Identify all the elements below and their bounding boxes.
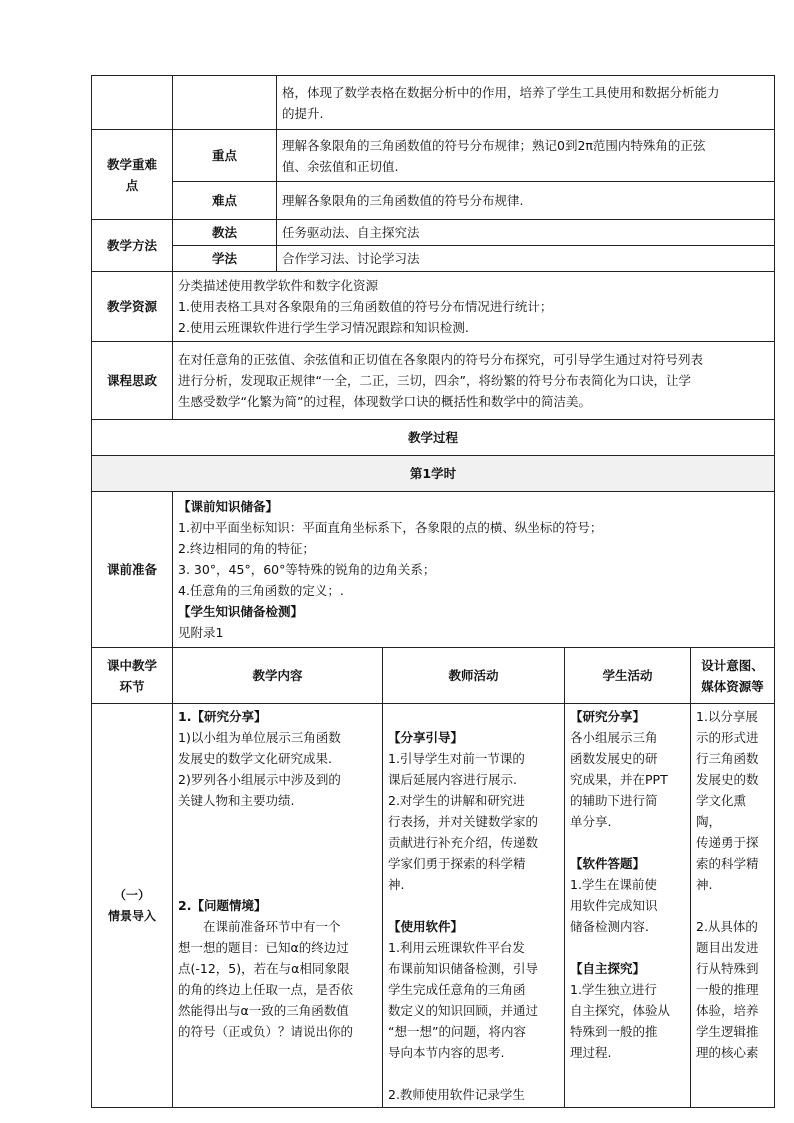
prep-label: 课前准备 <box>92 492 173 648</box>
difficult-point-text: 理解各象限角的三角函数值的符号分布规律. <box>277 182 775 220</box>
continued-empty-cell <box>92 76 173 130</box>
stage-one-label: （一） 情景导入 <box>92 704 173 1108</box>
process-title: 教学过程 <box>92 420 775 456</box>
stage-one-teacher: 【分享引导】 1.引导学生对前一节课的 课后延展内容进行展示. 2.对学生的讲解和研究进 行表扬，并对关键数学家的 贡献进行补充介绍，传递数 学家们勇于探索的科学精 神. 【使用软件】 1.利用云班课软件平台发 布课前知识储备检测，引导 学生完成任意角的三角函 数定义的知识回顾，并通过 “想一想”的问题，将内容 导向本节内容的思考. 2.教师使用软件记录学生 <box>383 704 565 1108</box>
header-stage: 课中教学 环节 <box>92 648 173 704</box>
key-point-text: 理解各象限角的三角函数值的符号分布规律；熟记0到2π范围内特殊角的正弦 值、余弦值和正切值. <box>277 130 775 182</box>
key-points-label: 教学重难 点 <box>92 130 173 220</box>
continued-text: 格，体现了数学表格在数据分析中的作用，培养了学生工具使用和数据分析能力 的提升. <box>277 76 775 130</box>
stage-one-design: 1.以分享展 示的形式进 行三角函数 发展史的数 学文化熏陶， 传递勇于探 索的科学精 神. 2.从具体的 题目出发进 行从特殊到 一般的推理 体验，培养 学生逻辑推 理的核心素 <box>691 704 775 1108</box>
period-title: 第1学时 <box>92 456 775 492</box>
learning-method-text: 合作学习法、讨论学习法 <box>277 246 775 272</box>
teaching-method-text: 任务驱动法、自主探究法 <box>277 220 775 246</box>
stage-one-student: 【研究分享】 各小组展示三角 函数发展史的研 究成果，并在PPT 的辅助下进行简 单分享. 【软件答题】 1.学生在课前使 用软件完成知识 储备检测内容. 【自主探究】 1.学生独立进行 自主探究，体验从 特殊到一般的推 理过程. <box>565 704 691 1108</box>
stage-one-content: 1.【研究分享】 1)以小组为单位展示三角函数 发展史的数学文化研究成果. 2)罗列各小组展示中涉及到的 关键人物和主要功绩. 2.【问题情境】 在课前准备环节中有一个 想一想的题目：已知α的终边过 点(-12，5)，若在与α相同象限 的角的终边上任取一点，是否依 然能得出与α一致的三角函数值 的符号（正或负）？请说出你的 <box>173 704 383 1108</box>
lesson-plan-table <box>91 75 775 1108</box>
continued-row <box>92 76 775 130</box>
header-teacher: 教师活动 <box>383 648 565 704</box>
resources-text: 分类描述使用教学软件和数字化资源 1.使用表格工具对各象限角的三角函数值的符号分布情况进行统计； 2.使用云班课软件进行学生学习情况跟踪和知识检测. <box>173 272 775 342</box>
learning-method-sublabel: 学法 <box>173 246 277 272</box>
header-design: 设计意图、 媒体资源等 <box>691 648 775 704</box>
key-point-label: 重点 <box>173 130 277 182</box>
difficult-point-label: 难点 <box>173 182 277 220</box>
header-content: 教学内容 <box>173 648 383 704</box>
ideology-text: 在对任意角的正弦值、余弦值和正切值在各象限内的符号分布探究，可引导学生通过对符号列表 进行分析，发现取正规律“一全，二正，三切，四余”，将纷繁的符号分布表简化为口诀，让学 生感受数学“化繁为简”的过程，体现数学口诀的概括性和数学中的简洁美。 <box>173 342 775 420</box>
stage-header-row <box>92 648 775 704</box>
resources-label: 教学资源 <box>92 272 173 342</box>
continued-empty-cell-2 <box>173 76 277 130</box>
teaching-method-label: 教学方法 <box>92 220 173 272</box>
ideology-label: 课程思政 <box>92 342 173 420</box>
prep-text: 【课前知识储备】 1.初中平面坐标知识：平面直角坐标系下，各象限的点的横、纵坐标的符号； 2.终边相同的角的特征； 3. 30°，45°，60°等特殊的锐角的边角关系； 4.任意角的三角函数的定义；. 【学生知识储备检测】 见附录1 <box>173 492 775 648</box>
header-student: 学生活动 <box>565 648 691 704</box>
teaching-method-sublabel: 教法 <box>173 220 277 246</box>
stage-one-row <box>92 704 775 1108</box>
